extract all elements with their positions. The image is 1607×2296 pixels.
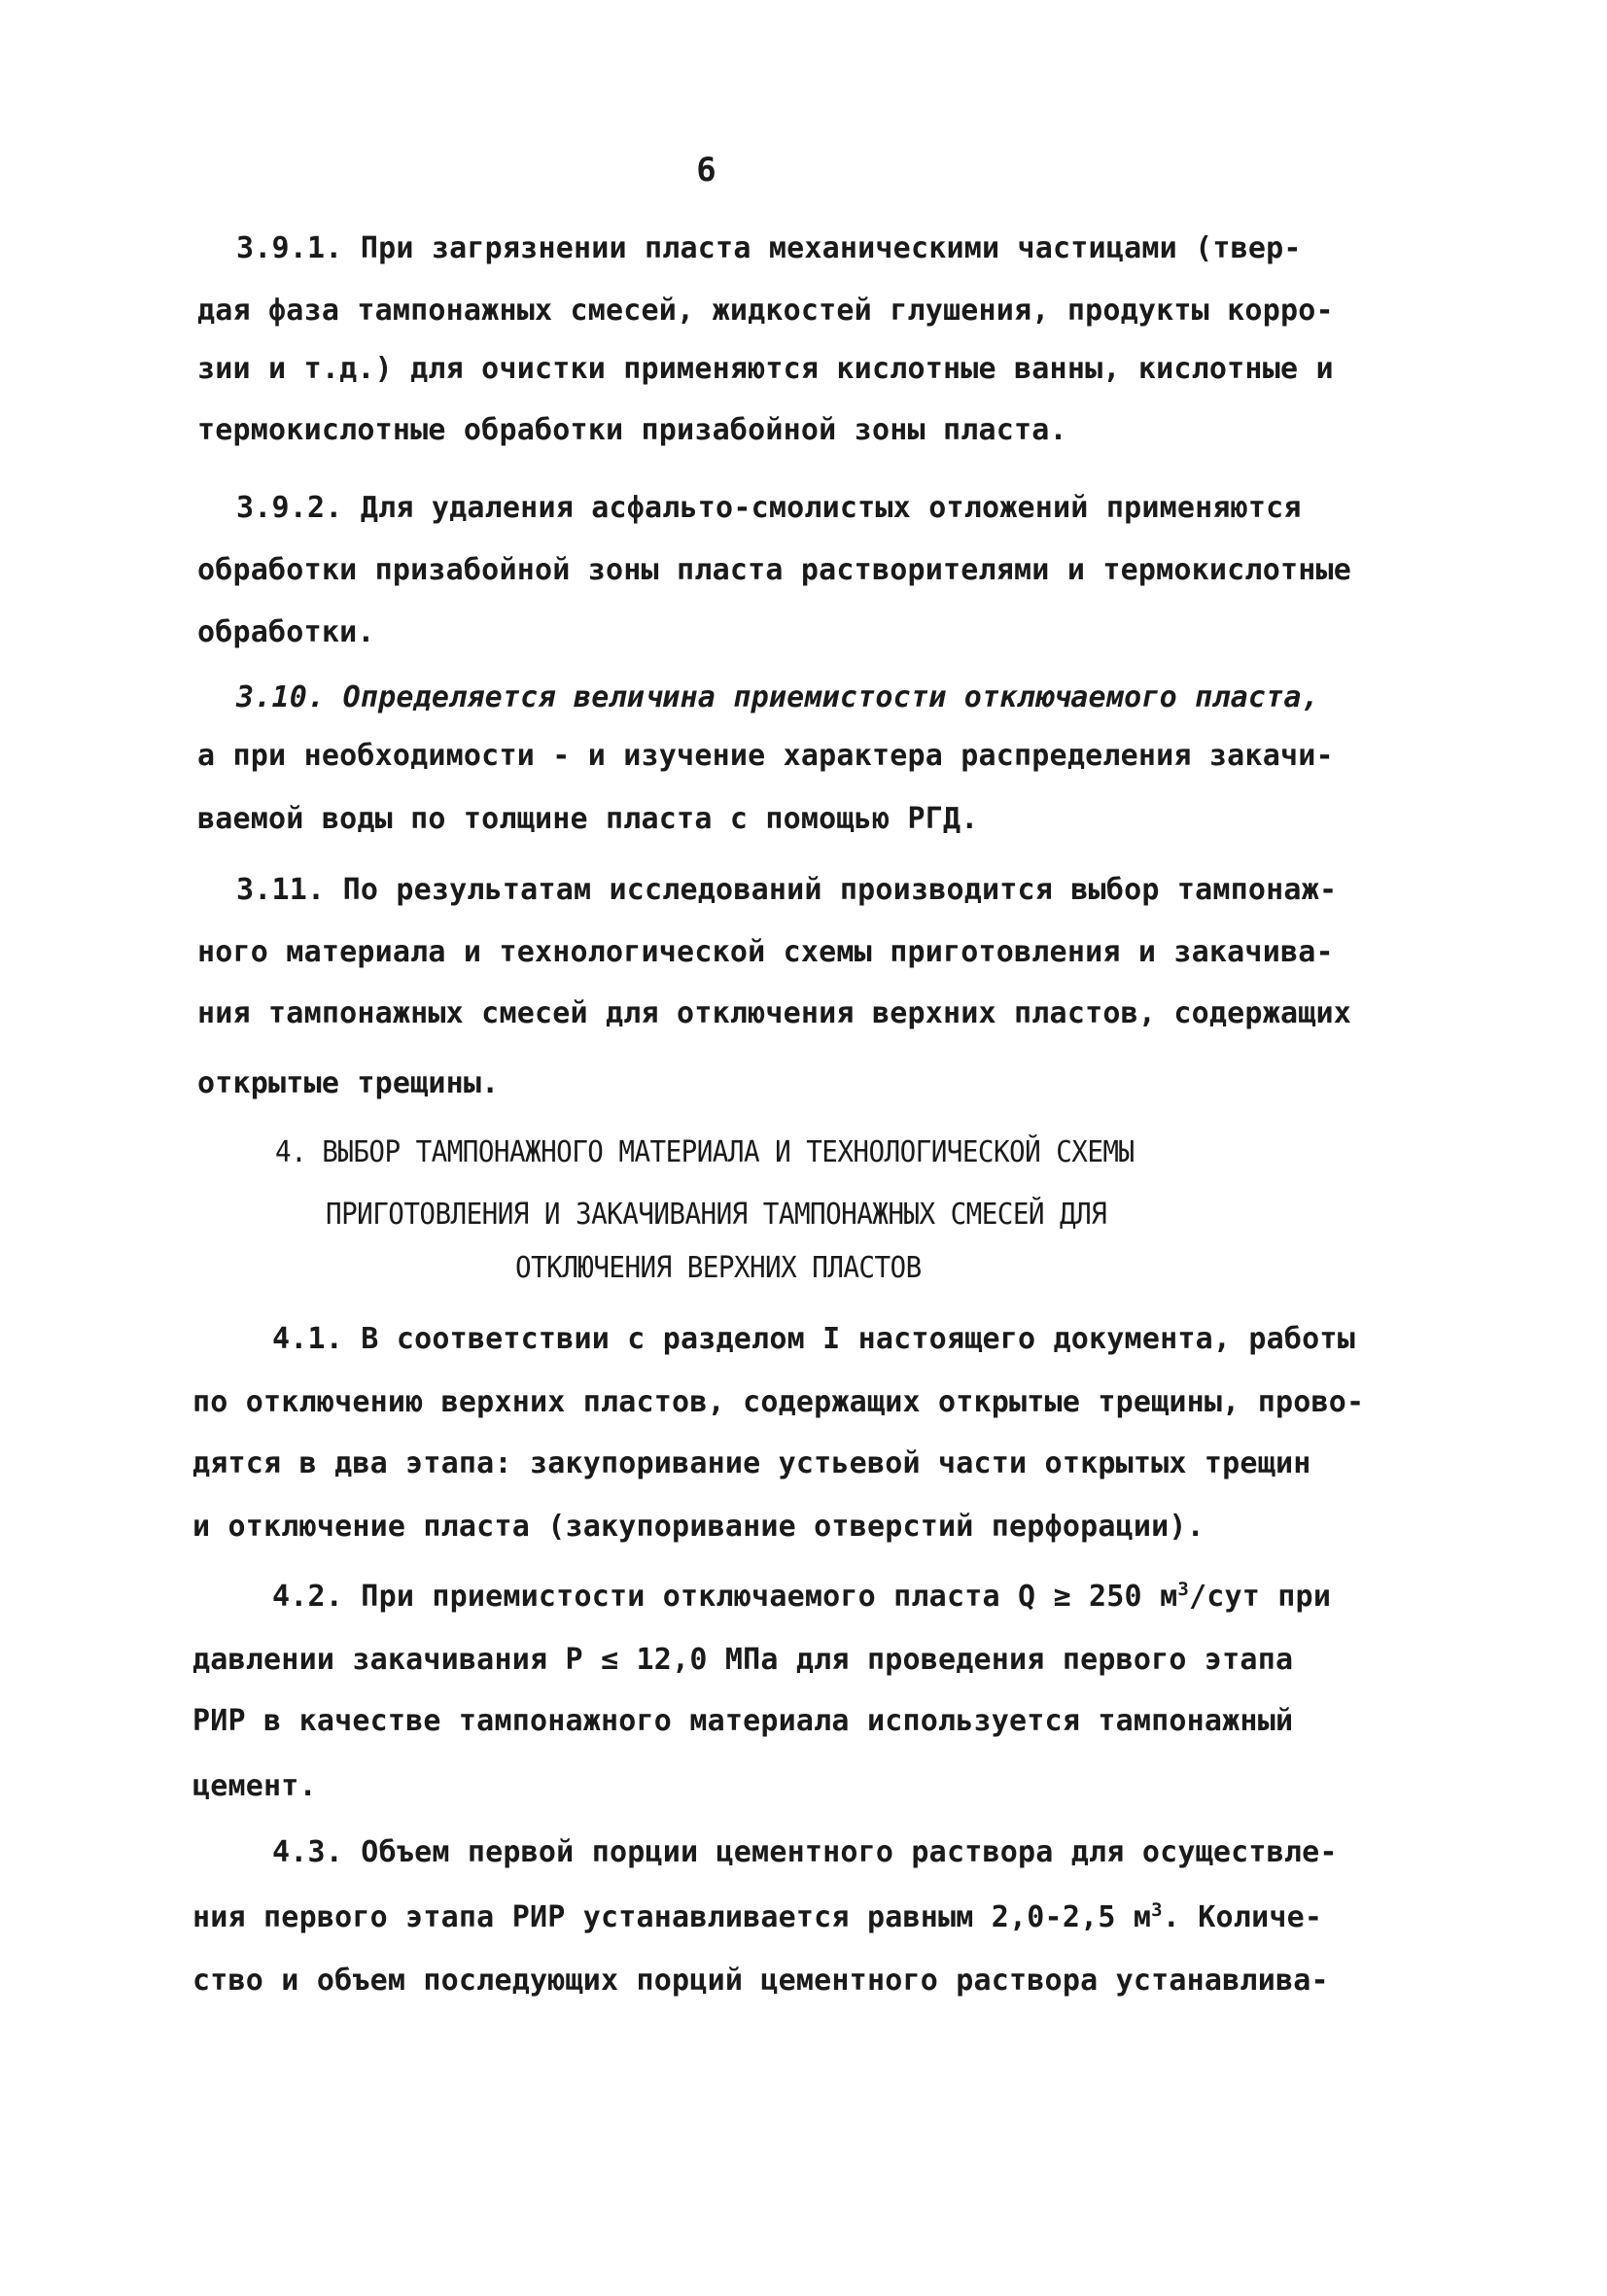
text-run: . Количе-: [1162, 1900, 1323, 1934]
text-line: 3.10. Определяется величина приемистости отключаемого пласта,: [236, 680, 1319, 714]
text-line: 3.9.2. Для удаления асфальто-смолистых отложений применяются: [236, 491, 1302, 525]
text-line: [192, 1900, 1322, 1934]
page-number: 6: [696, 151, 716, 190]
superscript: 3: [1177, 1579, 1189, 1600]
text-line: по отключению верхних пластов, содержащих открытые трещины, прово-: [192, 1385, 1365, 1419]
text-run: /сут при: [1188, 1580, 1332, 1614]
text-line: РИР в качестве тампонажного материала используется тампонажный: [192, 1704, 1294, 1738]
text-line: [272, 1580, 1331, 1614]
text-line: ния тампонажных смесей для отключения верхних пластов, содержащих: [197, 996, 1351, 1030]
text-line: 3.9.1. При загрязнении пласта механическими частицами (твер-: [236, 231, 1302, 265]
text-line: зии и т.д.) для очистки применяются кислотные ванны, кислотные и: [197, 352, 1334, 386]
superscript: 3: [1151, 1899, 1163, 1921]
text-line: 4.3. Объем первой порции цементного раствора для осуществле-: [272, 1835, 1338, 1869]
heading-line: 4. ВЫБОР ТАМПОНАЖНОГО МАТЕРИАЛА И ТЕХНОЛОГИЧЕСКОЙ СХЕМЫ: [275, 1135, 1135, 1169]
text-line: ваемой воды по толщине пласта с помощью РГД.: [197, 802, 979, 836]
text-line: обработки призабойной зоны пласта растворителями и термокислотные: [197, 553, 1351, 587]
text-line: и отключение пласта (закупоривание отверстий перфорации).: [192, 1510, 1205, 1544]
text-line: термокислотные обработки призабойной зоны пласта.: [197, 413, 1067, 447]
text-run: 4.2. При приемистости отключаемого пласта Q ≥ 250 м: [272, 1580, 1178, 1614]
text-line: а при необходимости - и изучение характера распределения закачи-: [197, 739, 1334, 773]
text-line: обработки.: [197, 615, 375, 649]
text-line: давлении закачивания Р ≤ 12,0 МПа для проведения первого этапа: [192, 1643, 1294, 1677]
text-line: ного материала и технологической схемы приготовления и закачива-: [197, 935, 1334, 969]
heading-line: ПРИГОТОВЛЕНИЯ И ЗАКАЧИВАНИЯ ТАМПОНАЖНЫХ СМЕСЕЙ ДЛЯ: [326, 1198, 1107, 1232]
text-run: ния первого этапа РИР устанавливается равным 2,0-2,5 м: [192, 1900, 1152, 1934]
text-line: открытые трещины.: [197, 1066, 500, 1100]
text-line: 3.11. По результатам исследований производится выбор тампонаж-: [236, 873, 1338, 907]
text-line: 4.1. В соответствии с разделом I настоящего документа, работы: [272, 1322, 1355, 1356]
heading-line: ОТКЛЮЧЕНИЯ ВЕРХНИХ ПЛАСТОВ: [515, 1251, 922, 1285]
text-line: дая фаза тампонажных смесей, жидкостей глушения, продукты корро-: [197, 294, 1334, 328]
text-line: цемент.: [192, 1769, 317, 1803]
text-line: ство и объем последующих порций цементного раствора устанавлива-: [192, 1964, 1329, 1998]
text-line: дятся в два этапа: закупоривание устьевой части открытых трещин: [192, 1446, 1311, 1480]
